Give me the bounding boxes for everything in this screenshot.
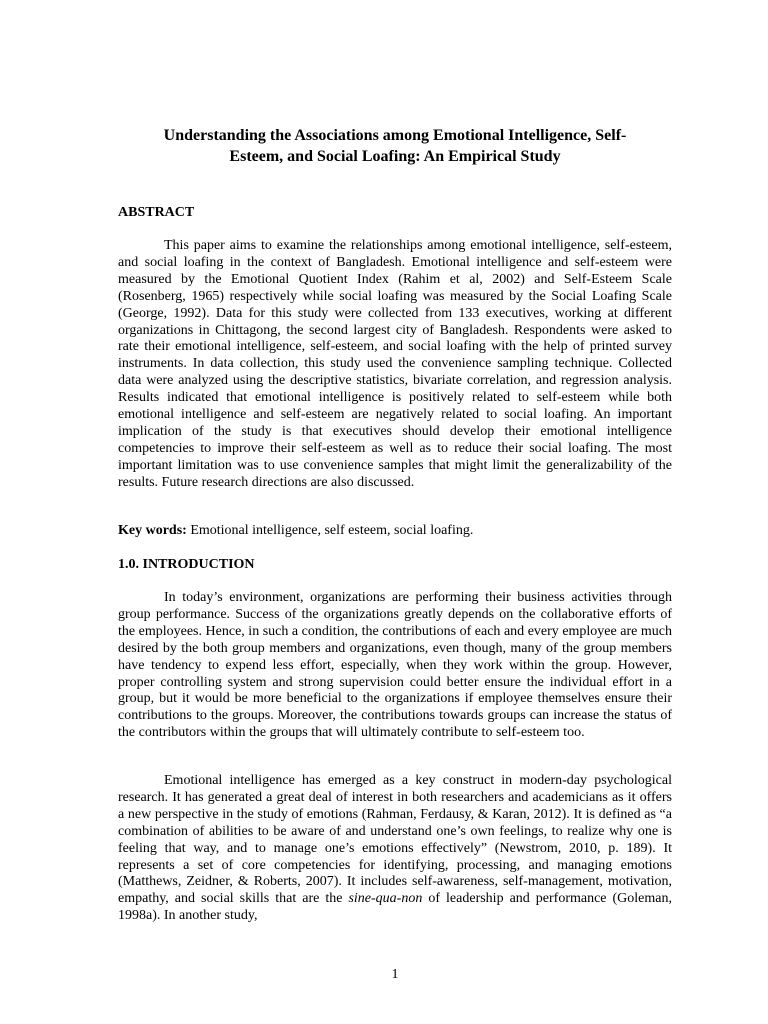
- intro-paragraph-2-text: Emotional intelligence has emerged as a key construct in modern-day psychological research. It has generated a great deal of interest in both researchers and academicians as it offers a new perspective in the study of emotions (Rahman, Ferdausy, & Karan, 2012). It is defined as “a combination of abilities to be aware of and understand one’s own feelings, to realize why one is feeling that way, and to manage one’s emotions effectively” (Newstrom, 2010, p. 189). It represents a set of core competencies for identifying, processing, and managing emotions (Matthews, Zeidner, & Roberts, 2007). It includes self-awareness, self-management, motivation, empathy, and social skills that are the: [118, 773, 672, 907]
- introduction-heading: 1.0. INTRODUCTION: [118, 557, 255, 572]
- keywords-label: Key words:: [118, 523, 187, 538]
- paper-title: [118, 125, 672, 167]
- title-line-1: Understanding the Associations among Emotional Intelligence, Self-: [163, 127, 627, 144]
- intro-paragraph-2: [118, 773, 672, 925]
- keywords-text: Emotional intelligence, self esteem, social loafing.: [186, 523, 474, 538]
- title-line-2: Esteem, and Social Loafing: An Empirical Study: [229, 148, 561, 165]
- keywords-line: [118, 522, 672, 539]
- paper-page: [118, 0, 672, 1024]
- intro-paragraph-2-italic: sine-qua-non: [348, 891, 423, 907]
- abstract-text: This paper aims to examine the relationships among emotional intelligence, self-esteem, and social loafing in the context of Bangladesh. Emotional intelligence and self-esteem were measured by the Emotional Quotient Index (Rahim et al, 2002) and Self-Esteem Scale (Rosenberg, 1965) respectively while social loafing was measured by the Social Loafing Scale (George, 1992). Data for this study were collected from 133 executives, working at different organizations in Chittagong, the second largest city of Bangladesh. Respondents were asked to rate their emotional intelligence, self-esteem, and social loafing with the help of printed survey instruments. In data collection, this study used the convenience sampling technique. Collected data were analyzed using the descriptive statistics, bivariate correlation, and regression analysis. Results indicated that emotional intelligence is positively related to self-esteem while both emotional intelligence and self-esteem are negatively related to social loafing. An important implication of the study is that executives should develop their emotional intelligence competencies to improve their self-esteem as well as to reduce their social loafing. The most important limitation was to use convenience samples that might limit the generalizability of the results. Future research directions are also discussed.: [118, 238, 672, 490]
- intro-paragraph-2-tail: of leadership and performance (Goleman, 1998a). In another study,: [118, 891, 673, 924]
- intro-paragraph-1: In today’s environment, organizations are performing their business activities through group performance. Success of the organizations greatly depends on the collaborative efforts of the employees. Hence, in such a condition, the contributions of each and every employee are much desired by the both group members and organizations, even though, many of the group members have tendency to expend less effort, especially, when they work within the group. However, proper controlling system and strong supervision could better ensure the individual effort in a group, but it would be more beneficial to the organizations if employee themselves ensure their contributions to the groups. Moreover, the contributions towards groups can increase the status of the contributors within the groups that will ultimately contribute to self-esteem too.: [118, 590, 672, 741]
- page-number: 1: [391, 967, 399, 982]
- abstract-heading: ABSTRACT: [118, 205, 195, 220]
